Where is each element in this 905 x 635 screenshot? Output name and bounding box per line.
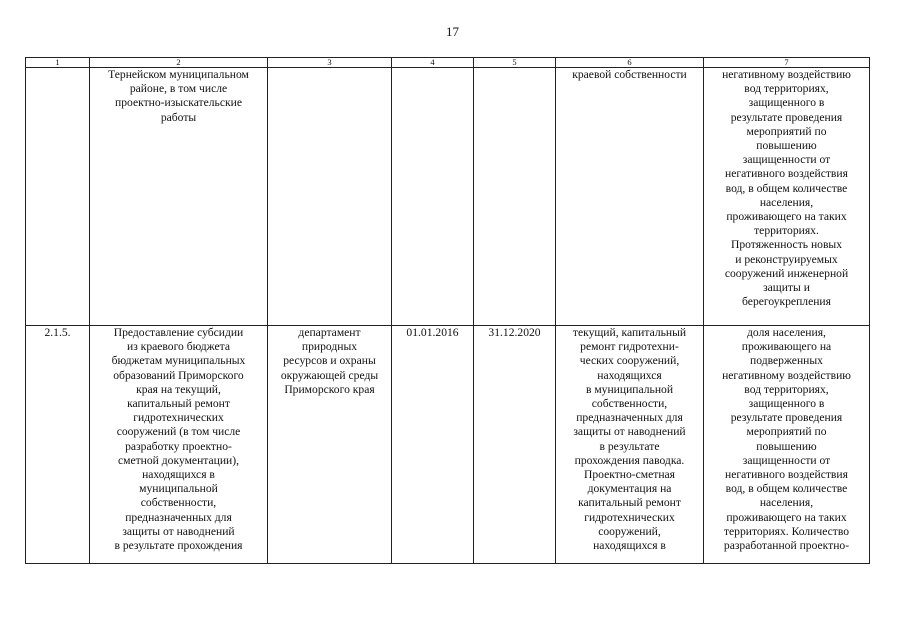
column-number: 2 [90,58,268,68]
table-row [26,326,870,564]
column-number: 4 [392,58,474,68]
column-number: 3 [268,58,392,68]
executor-cell [268,68,392,326]
activity-name-cell: Предоставление субсидии из краевого бюджета бюджетам муниципальных образований Приморского края на текущий, капитальный ремонт гидротехнических сооружений (в том числе разработку проектно- сметной документации), находящихся в муниципальной собственности, предназначенных для защиты от наводнений в результате прохождения [90,326,268,564]
column-number: 7 [704,58,870,68]
table-row [26,68,870,326]
indicator-cell: негативному воздействию вод территориях, защищенного в результате проведения мероприятий по повышению защищенности от негативного воздействия вод, в общем количестве населения, проживающего на таких территориях. Протяженность новых и реконструируемых сооружений инженерной защиты и берегоукрепления [704,68,870,326]
column-number: 1 [26,58,90,68]
end-date-cell: 31.12.2020 [474,326,556,564]
column-number-row [26,58,870,68]
executor-cell: департамент природных ресурсов и охраны окружающей среды Приморского края [268,326,392,564]
start-date-cell [392,68,474,326]
expected-result-cell: текущий, капитальный ремонт гидротехни- ческих сооружений, находящихся в муниципальной собственности, предназначенных для защиты от наводнений в результате прохождения паводка. Проектно-сметная документация на капитальный ремонт гидротехнических сооружений, находящихся в [556,326,704,564]
page-number: 17 [446,24,459,39]
expected-result-cell: краевой собственности [556,68,704,326]
start-date-cell: 01.01.2016 [392,326,474,564]
activity-name-cell: Тернейском муниципальном районе, в том числе проектно-изыскательские работы [90,68,268,326]
indicator-cell: доля населения, проживающего на подверженных негативному воздействию вод территориях, защищенного в результате проведения мероприятий по повышению защищенности от негативного воздействия вод, в общем количестве населения, проживающего на таких территориях. Количество разработанной проектно- [704,326,870,564]
item-number-cell: 2.1.5. [26,326,90,564]
column-number: 5 [474,58,556,68]
column-number: 6 [556,58,704,68]
item-number-cell [26,68,90,326]
program-table [25,57,870,564]
end-date-cell [474,68,556,326]
